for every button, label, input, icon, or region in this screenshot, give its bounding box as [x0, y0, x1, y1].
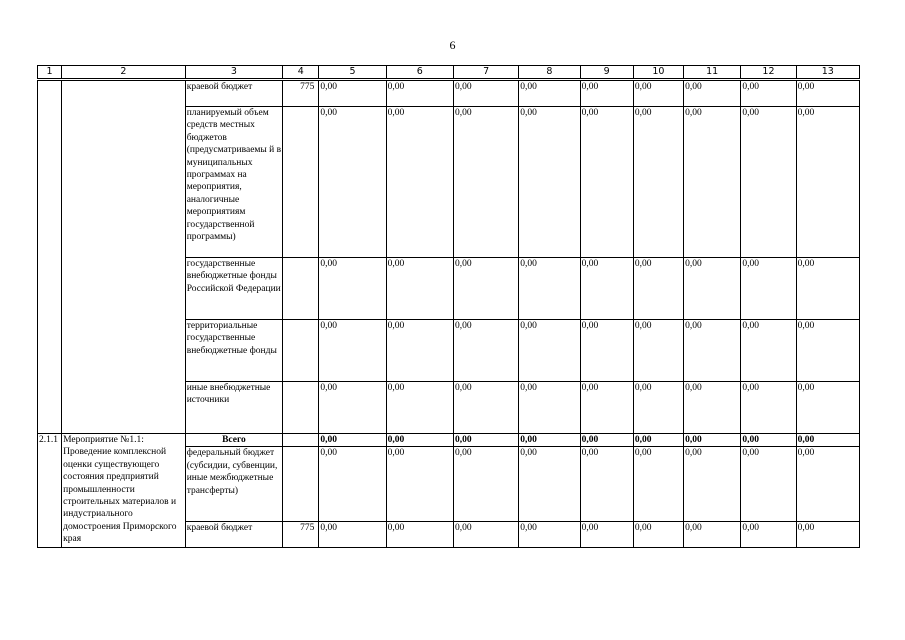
- code-cell: [283, 107, 319, 258]
- code-cell: [283, 382, 319, 434]
- header-cell: 9: [580, 66, 633, 79]
- value-cell: 0,00: [453, 107, 518, 258]
- value-cell: 0,00: [633, 434, 683, 447]
- page-number: 6: [449, 38, 456, 52]
- budget-table: [37, 80, 860, 548]
- value-cell: 0,00: [386, 81, 453, 107]
- value-cell: 0,00: [633, 382, 683, 434]
- source-cell: краевой бюджет: [185, 81, 282, 107]
- header-cell: 3: [185, 66, 282, 79]
- source-cell: федеральный бюджет (субсидии, субвенции, иные межбюджетные трансферты): [185, 447, 282, 522]
- source-cell: территориальные государственные внебюджетные фонды: [185, 320, 282, 382]
- table-row: [38, 434, 860, 447]
- value-cell: 0,00: [633, 522, 683, 548]
- value-cell: 0,00: [386, 320, 453, 382]
- value-cell: 0,00: [684, 522, 741, 548]
- value-cell: 0,00: [386, 434, 453, 447]
- value-cell: 0,00: [386, 258, 453, 320]
- source-cell: государственные внебюджетные фонды Российской Федерации: [185, 258, 282, 320]
- value-cell: 0,00: [519, 382, 580, 434]
- value-cell: 0,00: [633, 447, 683, 522]
- header-cell: 12: [741, 66, 796, 79]
- value-cell: 0,00: [319, 382, 386, 434]
- value-cell: 0,00: [319, 258, 386, 320]
- value-cell: 0,00: [319, 522, 386, 548]
- value-cell: 0,00: [319, 320, 386, 382]
- table-row: [38, 81, 860, 107]
- value-cell: 0,00: [796, 81, 859, 107]
- value-cell: 0,00: [580, 258, 633, 320]
- value-cell: 0,00: [684, 107, 741, 258]
- value-cell: 0,00: [519, 258, 580, 320]
- value-cell: 0,00: [453, 382, 518, 434]
- code-cell: 775: [283, 81, 319, 107]
- column-header-table: [37, 65, 860, 79]
- value-cell: 0,00: [580, 81, 633, 107]
- source-cell: планируемый объем средств местных бюджетов (предусматриваемы й в муниципальных программах на мероприятия, аналогичные мероприятиям государственной программы): [185, 107, 282, 258]
- value-cell: 0,00: [741, 320, 796, 382]
- value-cell: 0,00: [580, 107, 633, 258]
- value-cell: 0,00: [741, 81, 796, 107]
- header-cell: 1: [38, 66, 62, 79]
- code-cell: [283, 447, 319, 522]
- value-cell: 0,00: [633, 258, 683, 320]
- value-cell: 0,00: [684, 434, 741, 447]
- header-cell: 13: [796, 66, 859, 79]
- value-cell: 0,00: [684, 258, 741, 320]
- code-cell: 775: [283, 522, 319, 548]
- value-cell: 0,00: [519, 81, 580, 107]
- value-cell: 0,00: [580, 522, 633, 548]
- value-cell: 0,00: [741, 107, 796, 258]
- value-cell: 0,00: [519, 522, 580, 548]
- value-cell: 0,00: [453, 522, 518, 548]
- value-cell: 0,00: [519, 447, 580, 522]
- value-cell: 0,00: [633, 81, 683, 107]
- header-cell: 10: [633, 66, 683, 79]
- header-cell: 6: [386, 66, 453, 79]
- value-cell: 0,00: [580, 447, 633, 522]
- value-cell: 0,00: [684, 81, 741, 107]
- header-cell: 8: [519, 66, 580, 79]
- value-cell: 0,00: [453, 81, 518, 107]
- value-cell: 0,00: [796, 382, 859, 434]
- value-cell: 0,00: [580, 434, 633, 447]
- value-cell: 0,00: [741, 447, 796, 522]
- source-cell-total: Всего: [185, 434, 282, 447]
- value-cell: 0,00: [796, 258, 859, 320]
- value-cell: 0,00: [319, 107, 386, 258]
- value-cell: 0,00: [519, 320, 580, 382]
- value-cell: 0,00: [796, 320, 859, 382]
- source-cell: иные внебюджетные источники: [185, 382, 282, 434]
- name-cell: [62, 81, 186, 434]
- value-cell: 0,00: [580, 382, 633, 434]
- value-cell: 0,00: [684, 320, 741, 382]
- header-cell: 7: [453, 66, 518, 79]
- measure-number: 2.1.1: [38, 434, 62, 548]
- value-cell: 0,00: [453, 320, 518, 382]
- header-cell: 5: [319, 66, 386, 79]
- code-cell: [283, 434, 319, 447]
- value-cell: 0,00: [386, 522, 453, 548]
- measure-title: Мероприятие №1.1: Проведение комплексной оценки существующего состояния предприятий промышленности строительных материалов и индустриального домостроения Приморского края: [62, 434, 186, 548]
- value-cell: 0,00: [796, 107, 859, 258]
- value-cell: 0,00: [519, 107, 580, 258]
- value-cell: 0,00: [319, 81, 386, 107]
- value-cell: 0,00: [741, 522, 796, 548]
- value-cell: 0,00: [684, 382, 741, 434]
- header-cell: 2: [62, 66, 186, 79]
- value-cell: 0,00: [453, 434, 518, 447]
- value-cell: 0,00: [796, 434, 859, 447]
- number-cell: [38, 81, 62, 434]
- value-cell: 0,00: [633, 107, 683, 258]
- value-cell: 0,00: [319, 434, 386, 447]
- value-cell: 0,00: [741, 434, 796, 447]
- value-cell: 0,00: [519, 434, 580, 447]
- value-cell: 0,00: [741, 382, 796, 434]
- value-cell: 0,00: [633, 320, 683, 382]
- value-cell: 0,00: [453, 447, 518, 522]
- value-cell: 0,00: [796, 447, 859, 522]
- header-row: [38, 66, 860, 79]
- value-cell: 0,00: [386, 382, 453, 434]
- value-cell: 0,00: [796, 522, 859, 548]
- value-cell: 0,00: [386, 447, 453, 522]
- header-cell: 11: [684, 66, 741, 79]
- value-cell: 0,00: [319, 447, 386, 522]
- value-cell: 0,00: [684, 447, 741, 522]
- header-cell: 4: [283, 66, 319, 79]
- value-cell: 0,00: [453, 258, 518, 320]
- code-cell: [283, 258, 319, 320]
- value-cell: 0,00: [741, 258, 796, 320]
- code-cell: [283, 320, 319, 382]
- source-cell: краевой бюджет: [185, 522, 282, 548]
- value-cell: 0,00: [386, 107, 453, 258]
- value-cell: 0,00: [580, 320, 633, 382]
